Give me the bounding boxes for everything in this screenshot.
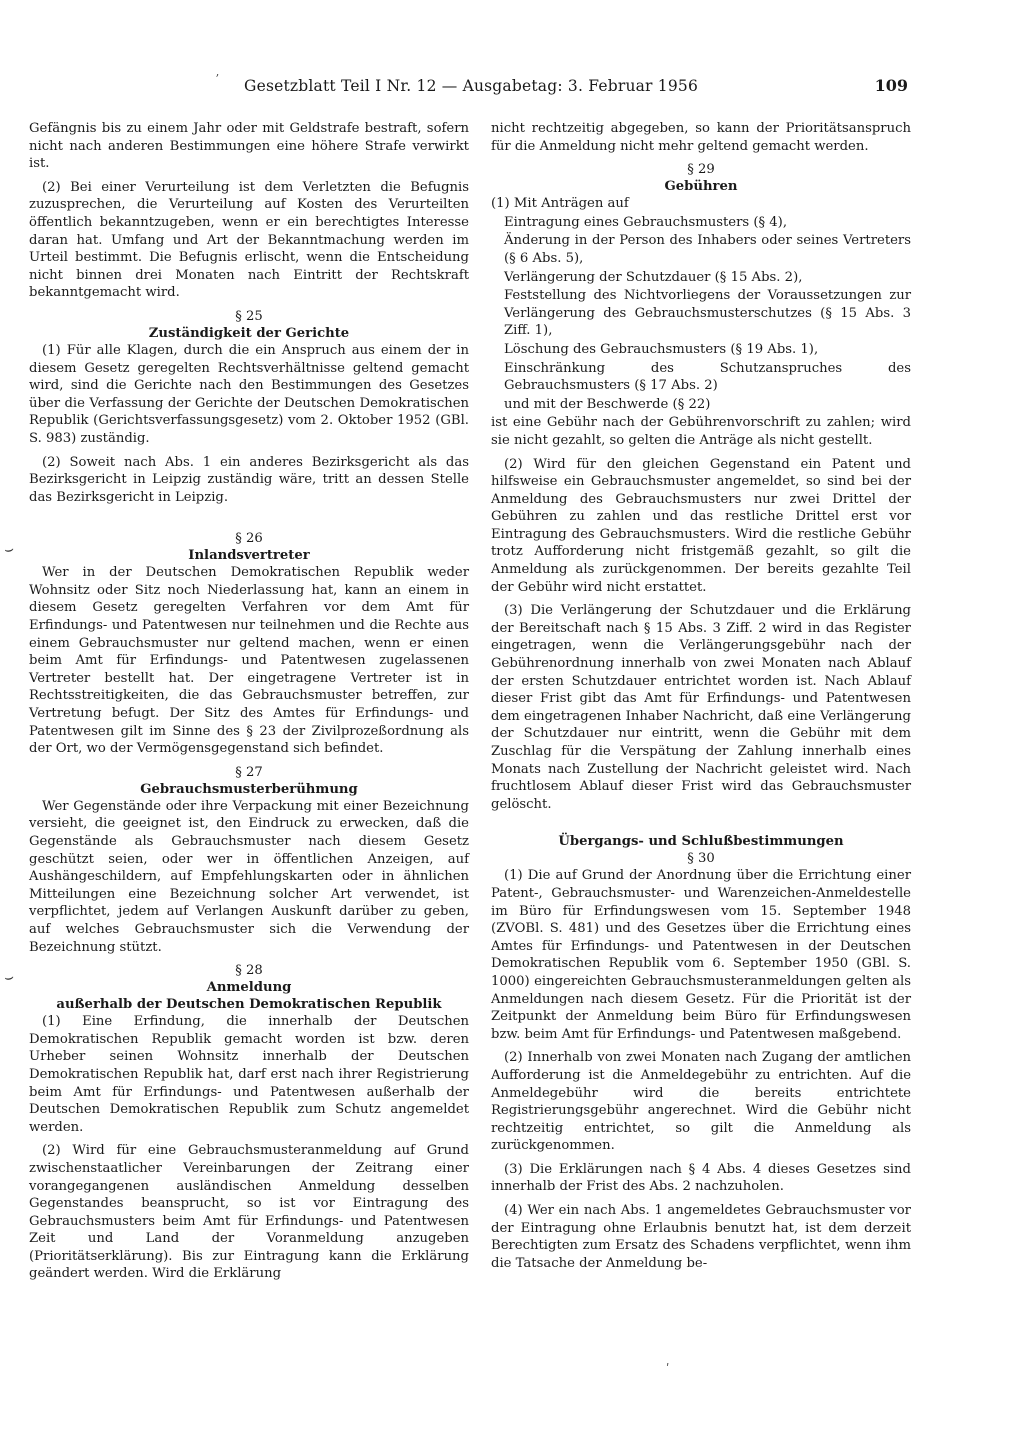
section-title: Übergangs- und Schlußbestimmungen xyxy=(558,834,844,850)
section-title: Gebrauchsmusterberühmung xyxy=(140,781,358,797)
section-title: Inlandsvertreter xyxy=(188,548,310,564)
section-number: § 30 xyxy=(687,851,715,867)
paragraph: Gefängnis bis zu einem Jahr oder mit Geldstrafe bestraft, sofern nicht nach anderen Bestimmungen eine höhere Strafe verwirkt ist. xyxy=(29,121,469,172)
right-column xyxy=(491,120,911,1278)
header-title: Gesetzblatt Teil I Nr. 12 — Ausgabetag: 3. Februar 1956 xyxy=(244,77,699,95)
paragraph: ist eine Gebühr nach der Gebührenvorschrift zu zahlen; wird sie nicht gezahlt, so gelten die Anträge als nicht gestellt. xyxy=(491,415,911,448)
section-number: § 27 xyxy=(235,764,263,780)
section-number: § 26 xyxy=(235,531,263,547)
paragraph: (1) Eine Erfindung, die innerhalb der Deutschen Demokratischen Republik gemacht worden ist bzw. deren Urheber seinen Wohnsitz innerhalb der Deutschen Demokratischen Republik hat, darf erst nach ihrer Registrierung beim Amt für Erfindungs- und Patentwesen außerhalb der Deutschen Demokratischen Republik zum Schutz angemeldet werden. xyxy=(29,1014,469,1135)
list-item: Eintragung eines Gebrauchsmusters (§ 4), xyxy=(504,214,788,230)
section-number: § 29 xyxy=(687,162,715,178)
paragraph: (2) Wird für den gleichen Gegenstand ein Patent und hilfsweise ein Gebrauchsmuster angemeldet, so sind bei der Anmeldung des Gebrauchsmusters nur zwei Drittel der Gebühren zu zahlen und das restliche Drittel erst vor Eintragung des Gebrauchsmusters. Wird die restliche Gebühr trotz Aufforderung nicht fristgemäß gezahlt, so gilt die Anmeldung als zurückgenommen. Der bereits gezahlte Teil der Gebühr wird nicht erstattet. xyxy=(491,456,911,595)
list-item: Einschränkung des Schutzanspruches des Gebrauchsmusters (§ 17 Abs. 2) xyxy=(504,360,911,394)
paragraph: (1) Für alle Klagen, durch die ein Anspruch aus einem der in diesem Gesetz geregelten Rechtsverhältnisse geltend gemacht wird, sind die Gerichte nach den Bestimmungen des Gesetzes über die Verfassung der Gerichte der Deutschen Demokratischen Republik (Gerichtsverfassungsgesetz) vom 2. Oktober 1952 (GBl. S. 983) zuständig. xyxy=(29,342,469,446)
left-column xyxy=(29,120,469,1289)
paragraph: (1) Die auf Grund der Anordnung über die Errichtung einer Patent-, Gebrauchsmuster- und Warenzeichen-Anmeldestelle im Büro für Erfindungswesen vom 15. September 1948 (ZVOBl. S. 481) und des Gesetzes über die Errichtung eines Amtes für Erfindungs- und Patentwesen in der Deutschen Demokratischen Republik vom 6. September 1950 (GBl. S. 1000) eingereichten Gebrauchsmusteranmeldungen gelten als Anmeldungen nach diesem Gesetz. Für die Priorität ist der Zeitpunkt der Anmeldung beim Büro für Erfindungswesen bzw. beim Amt für Erfindungs- und Patentwesen maßgebend. xyxy=(491,868,911,1042)
scan-speck: ʼ xyxy=(215,72,219,86)
page-header xyxy=(244,76,908,95)
list-item: Feststellung des Nichtvorliegens der Voraussetzungen zur Verlängerung des Gebrauchsmusterschutzes (§ 15 Abs. 3 Ziff. 1), xyxy=(504,288,911,339)
paragraph: (3) Die Verlängerung der Schutzdauer und die Erklärung der Bereitschaft nach § 15 Abs. 3 Ziff. 2 wird in das Register eingetragen, wenn die Verlängerungsgebühr nach der Gebührenordnung innerhalb von zwei Monaten nach Ablauf der ersten Schutzdauer entrichtet worden ist. Nach Ablauf dieser Frist gibt das Amt für Erfindungs- und Patentwesen dem eingetragenen Inhaber Nachricht, daß eine Verlängerung der Schutzdauer nur eintritt, wenn die Gebühr mit dem Zuschlag für die Verspätung der Zahlung innerhalb eines Monats nach Zustellung der Nachricht geleistet wird. Nach fruchtlosem Ablauf dieser Frist wird das Gebrauchsmuster gelöscht. xyxy=(491,603,911,812)
list-item: und mit der Beschwerde (§ 22) xyxy=(504,396,711,412)
section-number: § 28 xyxy=(235,963,263,979)
paragraph: (2) Wird für eine Gebrauchsmusteranmeldung auf Grund zwischenstaatlicher Vereinbarungen der Zeitrang einer vorangegangenen ausländischen Anmeldung desselben Gegenstandes beansprucht, so ist vor Eintragung des Gebrauchsmusters beim Amt für Erfindungs- und Patentwesen Zeit und Land der Voranmeldung anzugeben (Prioritätserklärung). Bis zur Eintragung kann die Erklärung geändert werden. Wird die Erklärung xyxy=(29,1143,469,1282)
paragraph: nicht rechtzeitig abgegeben, so kann der Prioritätsanspruch für die Anmeldung nicht mehr geltend gemacht werden. xyxy=(491,121,911,154)
paragraph: (2) Innerhalb von zwei Monaten nach Zugang der amtlichen Aufforderung ist die Anmeldegebühr zu entrichten. Auf die Anmeldegebühr wird die bereits entrichtete Registrierungsgebühr angerechnet. Wird die Gebühr nicht rechtzeitig entrichtet, so gilt die Anmeldung als zurückgenommen. xyxy=(491,1050,911,1154)
section-number: § 25 xyxy=(235,308,263,324)
list-item: Löschung des Gebrauchsmusters (§ 19 Abs. 1), xyxy=(504,341,819,357)
paragraph: (2) Bei einer Verurteilung ist dem Verletzten die Befugnis zuzusprechen, die Verurteilung auf Kosten des Verurteilten öffentlich bekanntzugeben, wenn er ein berechtigtes Interesse daran hat. Umfang und Art der Bekanntmachung werden im Urteil bestimmt. Die Befugnis erlischt, wenn die Entscheidung nicht binnen drei Monaten nach Eintritt der Rechtskraft bekanntgemacht wird. xyxy=(29,179,469,301)
list-item: Verlängerung der Schutzdauer (§ 15 Abs. 2), xyxy=(504,269,803,285)
paragraph: (2) Soweit nach Abs. 1 ein anderes Bezirksgericht als das Bezirksgericht in Leipzig zuständig wäre, tritt an dessen Stelle das Bezirksgericht in Leipzig. xyxy=(29,454,469,505)
page-number: 109 xyxy=(874,76,908,95)
paragraph: (1) Mit Anträgen auf xyxy=(491,196,629,212)
scan-speck: ʹ xyxy=(666,1362,670,1376)
section-title: Gebühren xyxy=(664,179,738,195)
list-item: Änderung in der Person des Inhabers oder seines Vertreters (§ 6 Abs. 5), xyxy=(504,233,911,266)
paragraph: (4) Wer ein nach Abs. 1 angemeldetes Gebrauchsmuster vor der Eintragung ohne Erlaubnis benutzt hat, ist dem derzeit Berechtigten zum Ersatz des Schadens verpflichtet, wenn ihm die Tatsache der Anmeldung be- xyxy=(491,1203,911,1271)
paragraph: (3) Die Erklärungen nach § 4 Abs. 4 dieses Gesetzes sind innerhalb der Frist des Abs. 2 nachzuholen. xyxy=(491,1161,911,1195)
margin-pencil-mark: ⌣ xyxy=(2,967,16,987)
section-title: Anmeldung xyxy=(206,980,292,996)
paragraph: Wer in der Deutschen Demokratischen Republik weder Wohnsitz oder Sitz noch Niederlassung hat, kann an einem in diesem Gesetz geregelten Verfahren vor dem Amt für Erfindungs- und Patentwesen nur teilnehmen und die Rechte aus einem Gebrauchsmuster nur geltend machen, wenn er einen beim Amt für Erfindungs- und Patentwesen zugelassenen Vertreter bestellt hat. Der eingetragene Vertreter ist in Rechtsstreitigkeiten, die das Gebrauchsmuster betreffen, zur Vertretung befugt. Der Sitz des Amtes für Erfindungs- und Patentwesen gilt im Sinne des § 23 der Zivilprozeßordnung als der Ort, wo der Vermögensgegenstand sich befindet. xyxy=(29,565,469,757)
paragraph: Wer Gegenstände oder ihre Verpackung mit einer Bezeichnung versieht, die geeignet ist, den Eindruck zu erwecken, daß die Gegenstände als Gebrauchsmuster nach diesem Gesetz geschützt seien, oder wer in öffentlichen Anzeigen, auf Aushängeschildern, auf Empfehlungskarten oder in ähnlichen Mitteilungen eine Bezeichnung solcher Art verwendet, ist verpflichtet, jedem auf Verlangen Auskunft darüber zu geben, auf welches Gebrauchsmuster sich die Verwendung der Bezeichnung stützt. xyxy=(29,798,469,955)
section-subtitle: außerhalb der Deutschen Demokratischen Republik xyxy=(56,997,442,1013)
section-title: Zuständigkeit der Gerichte xyxy=(148,325,350,341)
margin-pencil-mark: ⌣ xyxy=(2,539,16,559)
